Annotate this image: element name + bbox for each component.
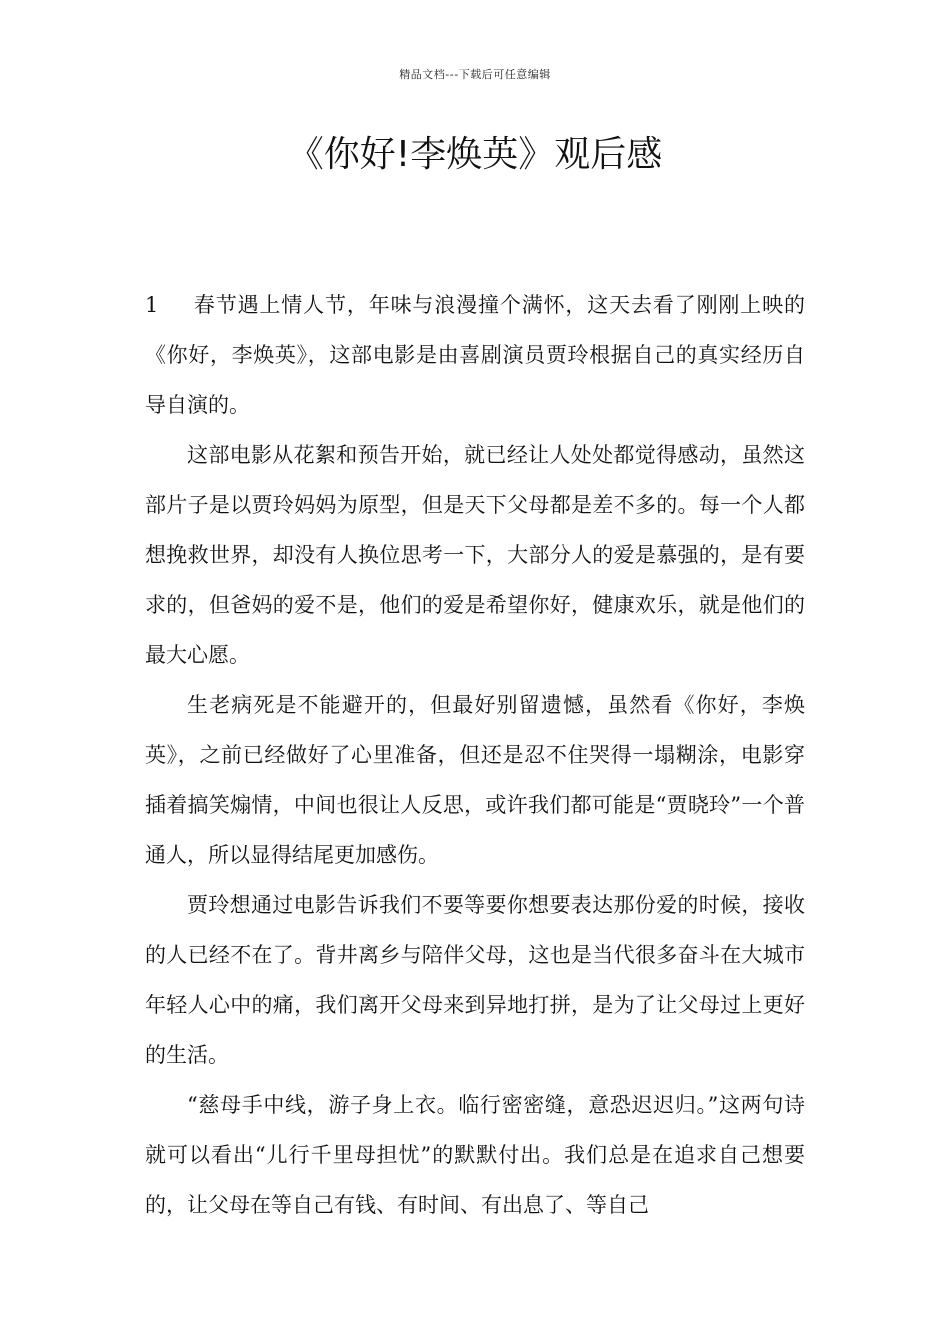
paragraph-text: 春节遇上情人节，年味与浪漫撞个满怀，这天去看了刚刚上映的《你好，李焕英》，这部电影是由喜剧演员贾玲根据自己的真实经历自导自演的。 — [145, 293, 805, 417]
header-note: 精品文档---下载后可任意编辑 — [399, 68, 551, 81]
paragraph-3: 生老病死是不能避开的，但最好别留遗憾，虽然看《你好，李焕英》，之前已经做好了心里准备，但还是忍不住哭得一塌糊涂，电影穿插着搞笑煽情，中间也很让人反思，或许我们都可能是“贾晓玲”一个普通人，所以显得结尾更加感伤。 — [145, 693, 805, 867]
paragraph-5: “慈母手中线，游子身上衣。临行密密缝，意恐迟迟归。”这两句诗就可以看出“儿行千里母担忧”的默默付出。我们总是在追求自己想要的，让父母在等自己有钱、有时间、有出息了、等自己 — [145, 1093, 805, 1217]
paragraph-number: 1 — [145, 293, 159, 317]
paragraph-2: 这部电影从花絮和预告开始，就已经让人处处都觉得感动，虽然这部片子是以贾玲妈妈为原型，但是天下父母都是差不多的。每一个人都想挽救世界，却没有人换位思考一下，大部分人的爱是慕强的，是有要求的，但爸妈的爱不是，他们的爱是希望你好，健康欢乐，就是他们的最大心愿。 — [145, 443, 805, 667]
document-title: 《你好!李焕英》观后感 — [287, 134, 663, 175]
document-body — [145, 280, 805, 1230]
paragraph-4: 贾玲想通过电影告诉我们不要等要你想要表达那份爱的时候，接收的人已经不在了。背井离乡与陪伴父母，这也是当代很多奋斗在大城市年轻人心中的痛，我们离开父母来到异地打拼，是为了让父母过上更好的生活。 — [145, 893, 805, 1067]
paragraph-1 — [145, 280, 805, 430]
